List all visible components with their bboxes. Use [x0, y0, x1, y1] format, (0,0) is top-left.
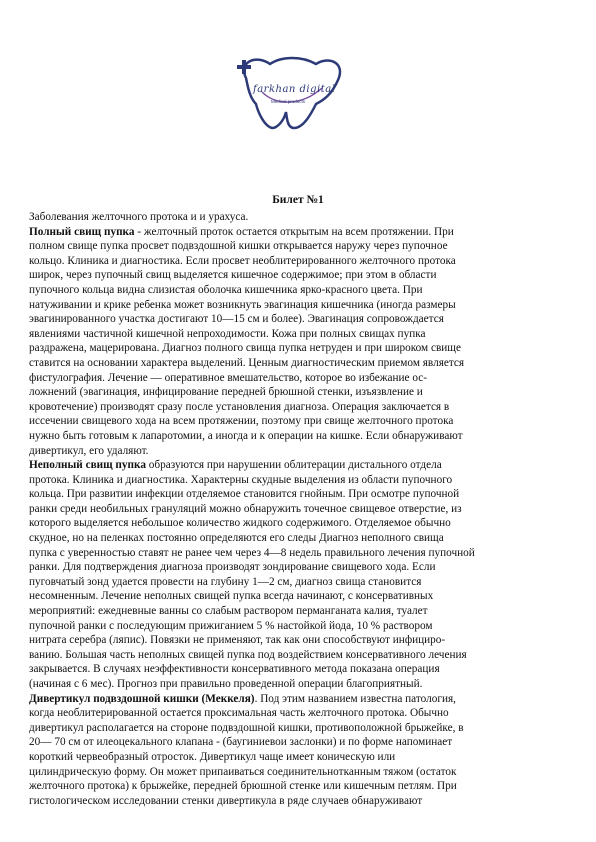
line-text: кровотечение) производят сразу после установления диагноза. Операция заключается в: [29, 400, 450, 413]
text-line: [29, 356, 575, 371]
line-text: мероприятий: ежедневные ванны со слабым раствором перманганата калия, туалет: [29, 605, 428, 618]
line-text: закрывается. В случаях неэффективности консервативного метода показана операция: [29, 663, 440, 676]
text-line: [29, 619, 575, 634]
text-line: [29, 604, 575, 619]
text-line: [29, 794, 575, 809]
text-line: [29, 400, 575, 415]
line-text: полном свище пупка просвет подвздошной кишки открывается наружу через пупочное: [29, 240, 448, 253]
line-text: (начиная с 6 мес). Прогноз при правильно проведенной операции благоприятный.: [29, 678, 423, 690]
line-text: явлениями частичной кишечной непроходимости. Кожа при полных свищах пупка: [29, 327, 426, 340]
text-line: [29, 692, 575, 707]
line-text: натуживании и крике ребенка может возникнуть эвагинация кишечника (иногда размеры: [29, 298, 456, 311]
line-text: иссечении свищевого хода на всем протяжении, поэтому при свище желточного протока: [29, 415, 454, 428]
text-line: [29, 298, 575, 313]
line-text: нужно быть готовым к лапаротомии, а иногда и к операции на кишке. Если обнаруживают: [29, 429, 463, 442]
text-line: [29, 327, 575, 342]
line-text: протока. Клиника и диагностика. Характерны скудные выделения из области пупочного: [29, 473, 453, 486]
text-line: [29, 765, 575, 780]
line-text: ложнений (эвагинация, инфицирование передней брюшной стенки, изъязвление и: [29, 386, 423, 399]
line-text: пуговчатый зонд удается провести на глубину 1—2 см, диагноз свища становится: [29, 575, 422, 588]
text-line: [29, 677, 575, 692]
text-line: [29, 444, 575, 459]
text-line: [29, 706, 575, 721]
text-line: [29, 341, 575, 356]
line-text: ванию. Большая часть неполных свищей пупка под воздействием консервативного лечения: [29, 648, 467, 661]
line-text: эвагинированного участка достигают 10—15 см и более). Эвагинация сопровождается: [29, 313, 444, 326]
brand-subtitle: Medical products: [271, 99, 306, 104]
text-line: [29, 429, 575, 444]
line-text: которого выделяется небольшое количество жидкого содержимого. Отделяемое обычно: [29, 517, 451, 530]
text-line: [29, 254, 575, 269]
line-text: скудное, но на пеленках постоянно определяются его следы Диагноз неполного свища: [29, 532, 444, 545]
line-text: пупочной ранки с последующим прижиганием 5 % настойкой йода, 10 % раствором: [29, 619, 433, 632]
document-body: [29, 210, 575, 808]
line-text: ранки среди необильных грануляций можно обнаружить точечное свищевое отверстие, из: [29, 502, 462, 515]
text-line: [29, 575, 575, 590]
line-text: несомненным. Лечение неполных свищей пупка всегда начинают, с консервативных: [29, 590, 434, 603]
text-line: [29, 268, 575, 283]
ticket-title: Билет №1: [272, 194, 324, 206]
line-text: 20— 70 см от илеоцекального клапана - (баугиниевои заслонки) и по форме напоминает: [29, 736, 453, 749]
line-text: нитрата серебра (ляпис). Повязки не применяют, так как они способствуют инфициро-: [29, 634, 446, 647]
line-text: . Под этим названием известна патология,: [254, 692, 456, 705]
text-line: [29, 458, 575, 473]
line-text: пупочного кольца видна слизистая оболочка кишечника ярко-красного цвета. При: [29, 283, 423, 296]
bold-heading: Дивертикул подвздошной кишки (Меккеля): [29, 692, 255, 705]
line-text: образуются при нарушении облитерации дистального отдела: [145, 459, 442, 472]
text-line: [29, 502, 575, 517]
text-line: [29, 735, 575, 750]
brand-name: farkhan digital: [253, 84, 336, 95]
line-text: цилиндрическую форму. Он может припаиваться соединительнотканным тяжом (остаток: [29, 765, 457, 778]
text-line: [29, 589, 575, 604]
line-text: ставится на основании характера выделений. Ценным диагностическим приемом является: [29, 356, 465, 369]
line-text: кольца. При развитии инфекции отделяемое становится гнойным. При осмотре пупочной: [29, 488, 460, 501]
text-line: [29, 371, 575, 386]
text-line: [29, 312, 575, 327]
line-text: гистологическом исследовании стенки дивертикула в ряде случаев обнаруживают: [29, 794, 423, 807]
logo: [232, 48, 352, 138]
text-line: [29, 546, 575, 561]
line-text: пупка с уверенностью ставят не ранее чем через 4—8 недель правильного лечения пупочной: [29, 546, 475, 559]
line-text: дивертикул располагается на стороне подвздошной кишки, противоположной брыжейке, в: [29, 721, 464, 734]
text-line: [29, 721, 575, 736]
text-line: [29, 225, 575, 240]
text-line: [29, 283, 575, 298]
text-line: [29, 473, 575, 488]
line-text: фистулография. Лечение — оперативное вмешательство, которое во избежание ос-: [29, 371, 427, 384]
line-text: когда необлитерированной остается проксимальная часть желточного протока. Обычно: [29, 707, 449, 720]
bold-heading: Полный свищ пупка: [29, 225, 135, 238]
line-text: желточного протока) к брыжейке, передней брюшной стенке или кишечным петлям. При: [29, 780, 457, 793]
text-line: [29, 662, 575, 677]
text-line: [29, 239, 575, 254]
line-text: раздражена, мацерирована. Диагноз полного свища пупка нетруден и при широком свище: [29, 342, 461, 355]
line-text: короткий червеобразный отросток. Дивертикул чаще имеет коническую или: [29, 750, 396, 763]
text-line: [29, 385, 575, 400]
line-text: широк, через пупочный свищ выделяется кишечное содержимое; при этом в области: [29, 269, 437, 282]
text-line: [29, 414, 575, 429]
line-text: Заболевания желточного протока и и урахуса.: [29, 211, 249, 223]
text-line: [29, 633, 575, 648]
text-line: [29, 487, 575, 502]
line-text: - желточный проток остается открытым на всем протяжении. При: [134, 225, 454, 238]
line-text: ранки. Для подтверждения диагноза производят зондирование свищевого хода. Если: [29, 561, 436, 574]
line-text: кольцо. Клиника и диагностика. Если просвет необлитерированного желточного протока: [29, 254, 456, 267]
text-line: [29, 531, 575, 546]
text-line: [29, 210, 575, 225]
text-line: [29, 648, 575, 663]
text-line: [29, 750, 575, 765]
line-text: дивертикул, его удаляют.: [29, 444, 149, 457]
text-line: [29, 560, 575, 575]
bold-heading: Неполный свищ пупка: [29, 459, 146, 472]
text-line: [29, 516, 575, 531]
text-line: [29, 779, 575, 794]
